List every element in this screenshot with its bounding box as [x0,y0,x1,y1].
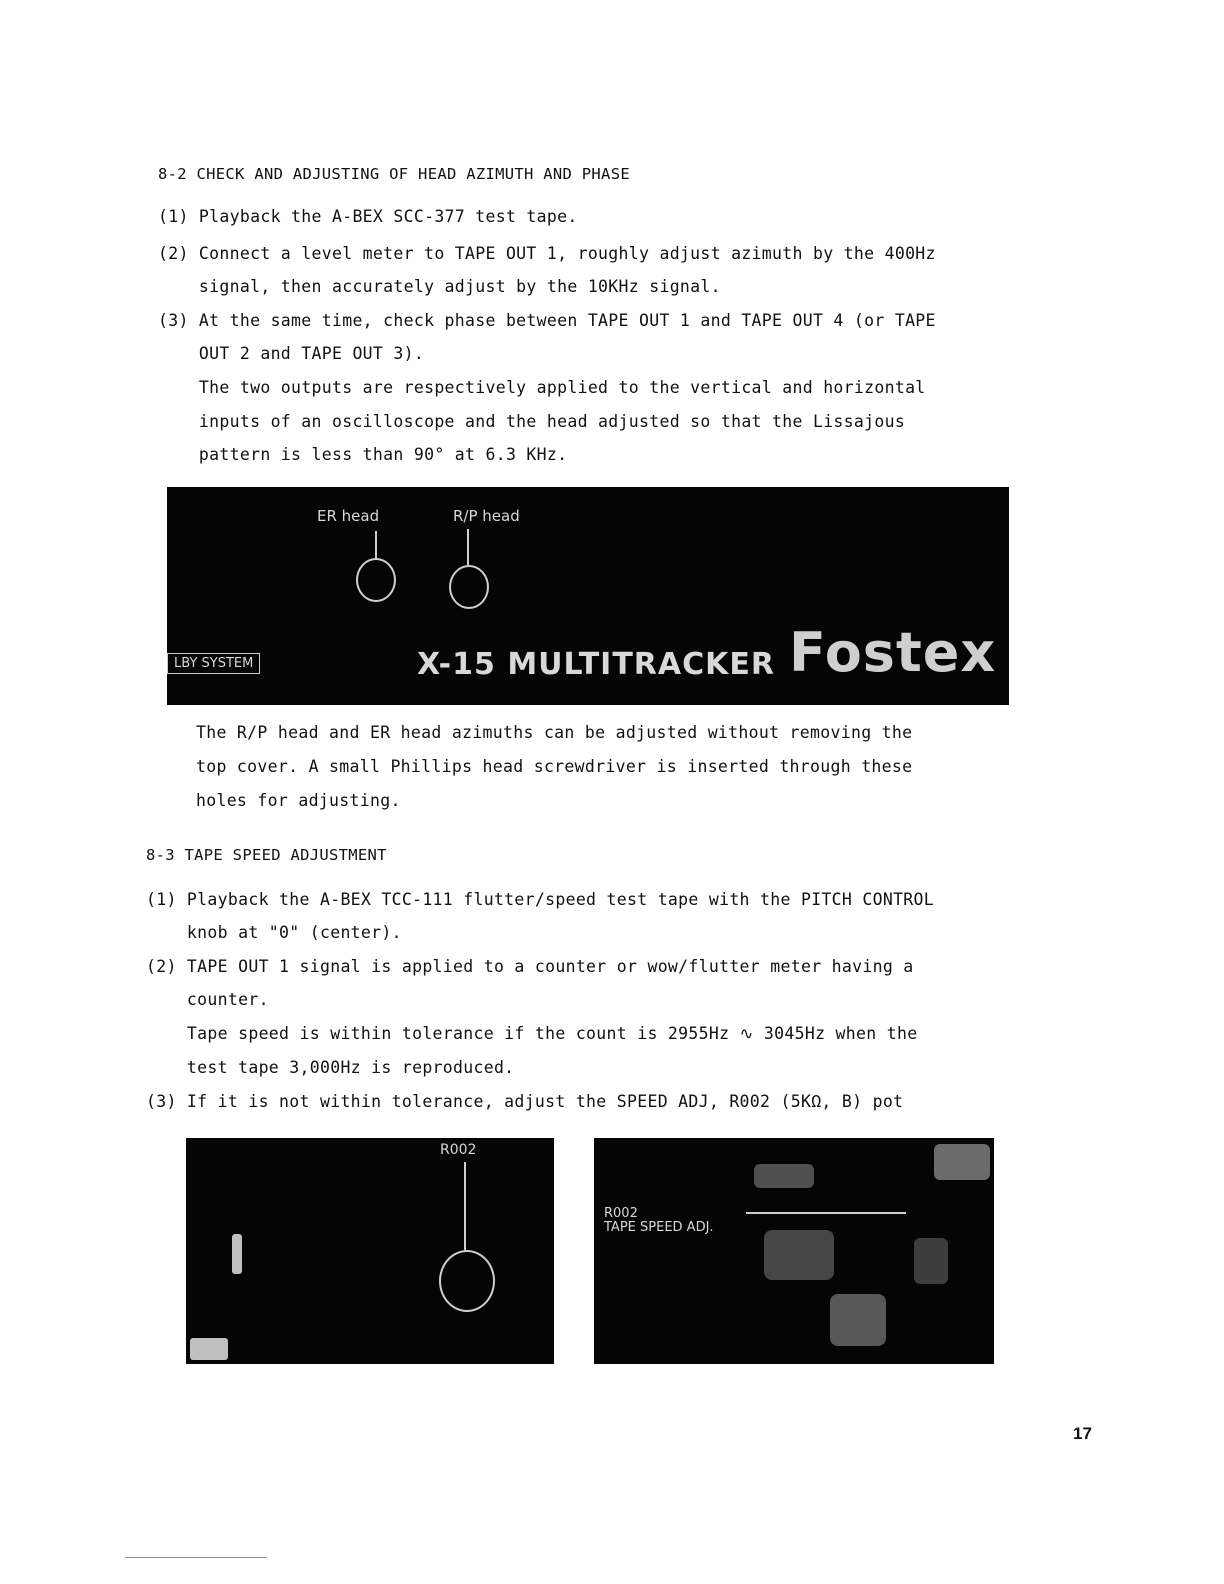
tape-speed-adj-pcb-photo [594,1138,994,1364]
section-8-2-note-line-3: pattern is less than 90° at 6.3 KHz. [158,445,568,464]
section-8-2-step-2-line-1: (2) Connect a level meter to TAPE OUT 1, roughly adjust azimuth by the 400Hz [158,244,936,263]
rp-head-adjust-hole [449,565,489,609]
section-8-2-step-2-line-2: signal, then accurately adjust by the 10KHz signal. [158,277,721,296]
speed-adj-hole-photo [186,1138,554,1364]
section-8-3-note-line-1: Tape speed is within tolerance if the count is 2955Hz ∿ 3045Hz when the [146,1024,918,1043]
section-8-3-step-1-line-1: (1) Playback the A-BEX TCC-111 flutter/speed test tape with the PITCH CONTROL [146,890,935,909]
head-azimuth-photo [167,487,1009,705]
er-head-label: ER head [317,507,380,525]
section-8-2-note-line-1: The two outputs are respectively applied to the vertical and horizontal [158,378,926,397]
section-8-3-heading: 8-3 TAPE SPEED ADJUSTMENT [146,846,387,864]
section-8-2-step-3-line-2: OUT 2 and TAPE OUT 3). [158,344,425,363]
rp-head-label: R/P head [453,507,520,525]
er-head-adjust-hole [356,558,396,602]
photo-caption-line-1: The R/P head and ER head azimuths can be adjusted without removing the [196,723,913,742]
tape-speed-adj-label: TAPE SPEED ADJ. [604,1220,714,1235]
pcb-component-center [764,1230,834,1280]
model-name-text: X-15 MULTITRACKER [417,647,775,682]
r002-pcb-label: R002 [604,1206,638,1221]
r002-adjust-hole [439,1250,495,1312]
section-8-3-step-3: (3) If it is not within tolerance, adjust the SPEED ADJ, R002 (5KΩ, B) pot [146,1092,904,1111]
fostex-logo: Fostex [789,621,997,684]
panel-detail-left [232,1234,242,1274]
er-head-pointer-line [375,531,377,559]
section-8-2-step-3-line-1: (3) At the same time, check phase between TAPE OUT 1 and TAPE OUT 4 (or TAPE [158,311,936,330]
section-8-3-step-2-line-1: (2) TAPE OUT 1 signal is applied to a counter or wow/flutter meter having a [146,957,914,976]
footer-rule [125,1557,267,1558]
section-8-2-note-line-2: inputs of an oscilloscope and the head adjusted so that the Lissajous [158,412,906,431]
section-8-3-note-line-2: test tape 3,000Hz is reproduced. [146,1058,515,1077]
section-8-3-step-2-line-2: counter. [146,990,269,1009]
pcb-component-bottom [830,1294,886,1346]
pcb-component-right [914,1238,948,1284]
rp-head-pointer-line [467,529,469,565]
section-8-2-heading: 8-2 CHECK AND ADJUSTING OF HEAD AZIMUTH AND PHASE [158,165,630,183]
section-8-2-step-1: (1) Playback the A-BEX SCC-377 test tape. [158,207,578,226]
photo-caption-line-3: holes for adjusting. [196,791,401,810]
r002-pointer-line [464,1162,466,1250]
r002-label: R002 [440,1142,477,1158]
lby-system-badge: LBY SYSTEM [167,653,260,674]
pcb-component-top [754,1164,814,1188]
pcb-component-top-right [934,1144,990,1180]
panel-detail-corner [190,1338,228,1360]
section-8-3-step-1-line-2: knob at "0" (center). [146,923,402,942]
tape-speed-adj-pointer-line [746,1212,906,1214]
photo-caption-line-2: top cover. A small Phillips head screwdriver is inserted through these [196,757,913,776]
page-number: 17 [1073,1424,1092,1443]
